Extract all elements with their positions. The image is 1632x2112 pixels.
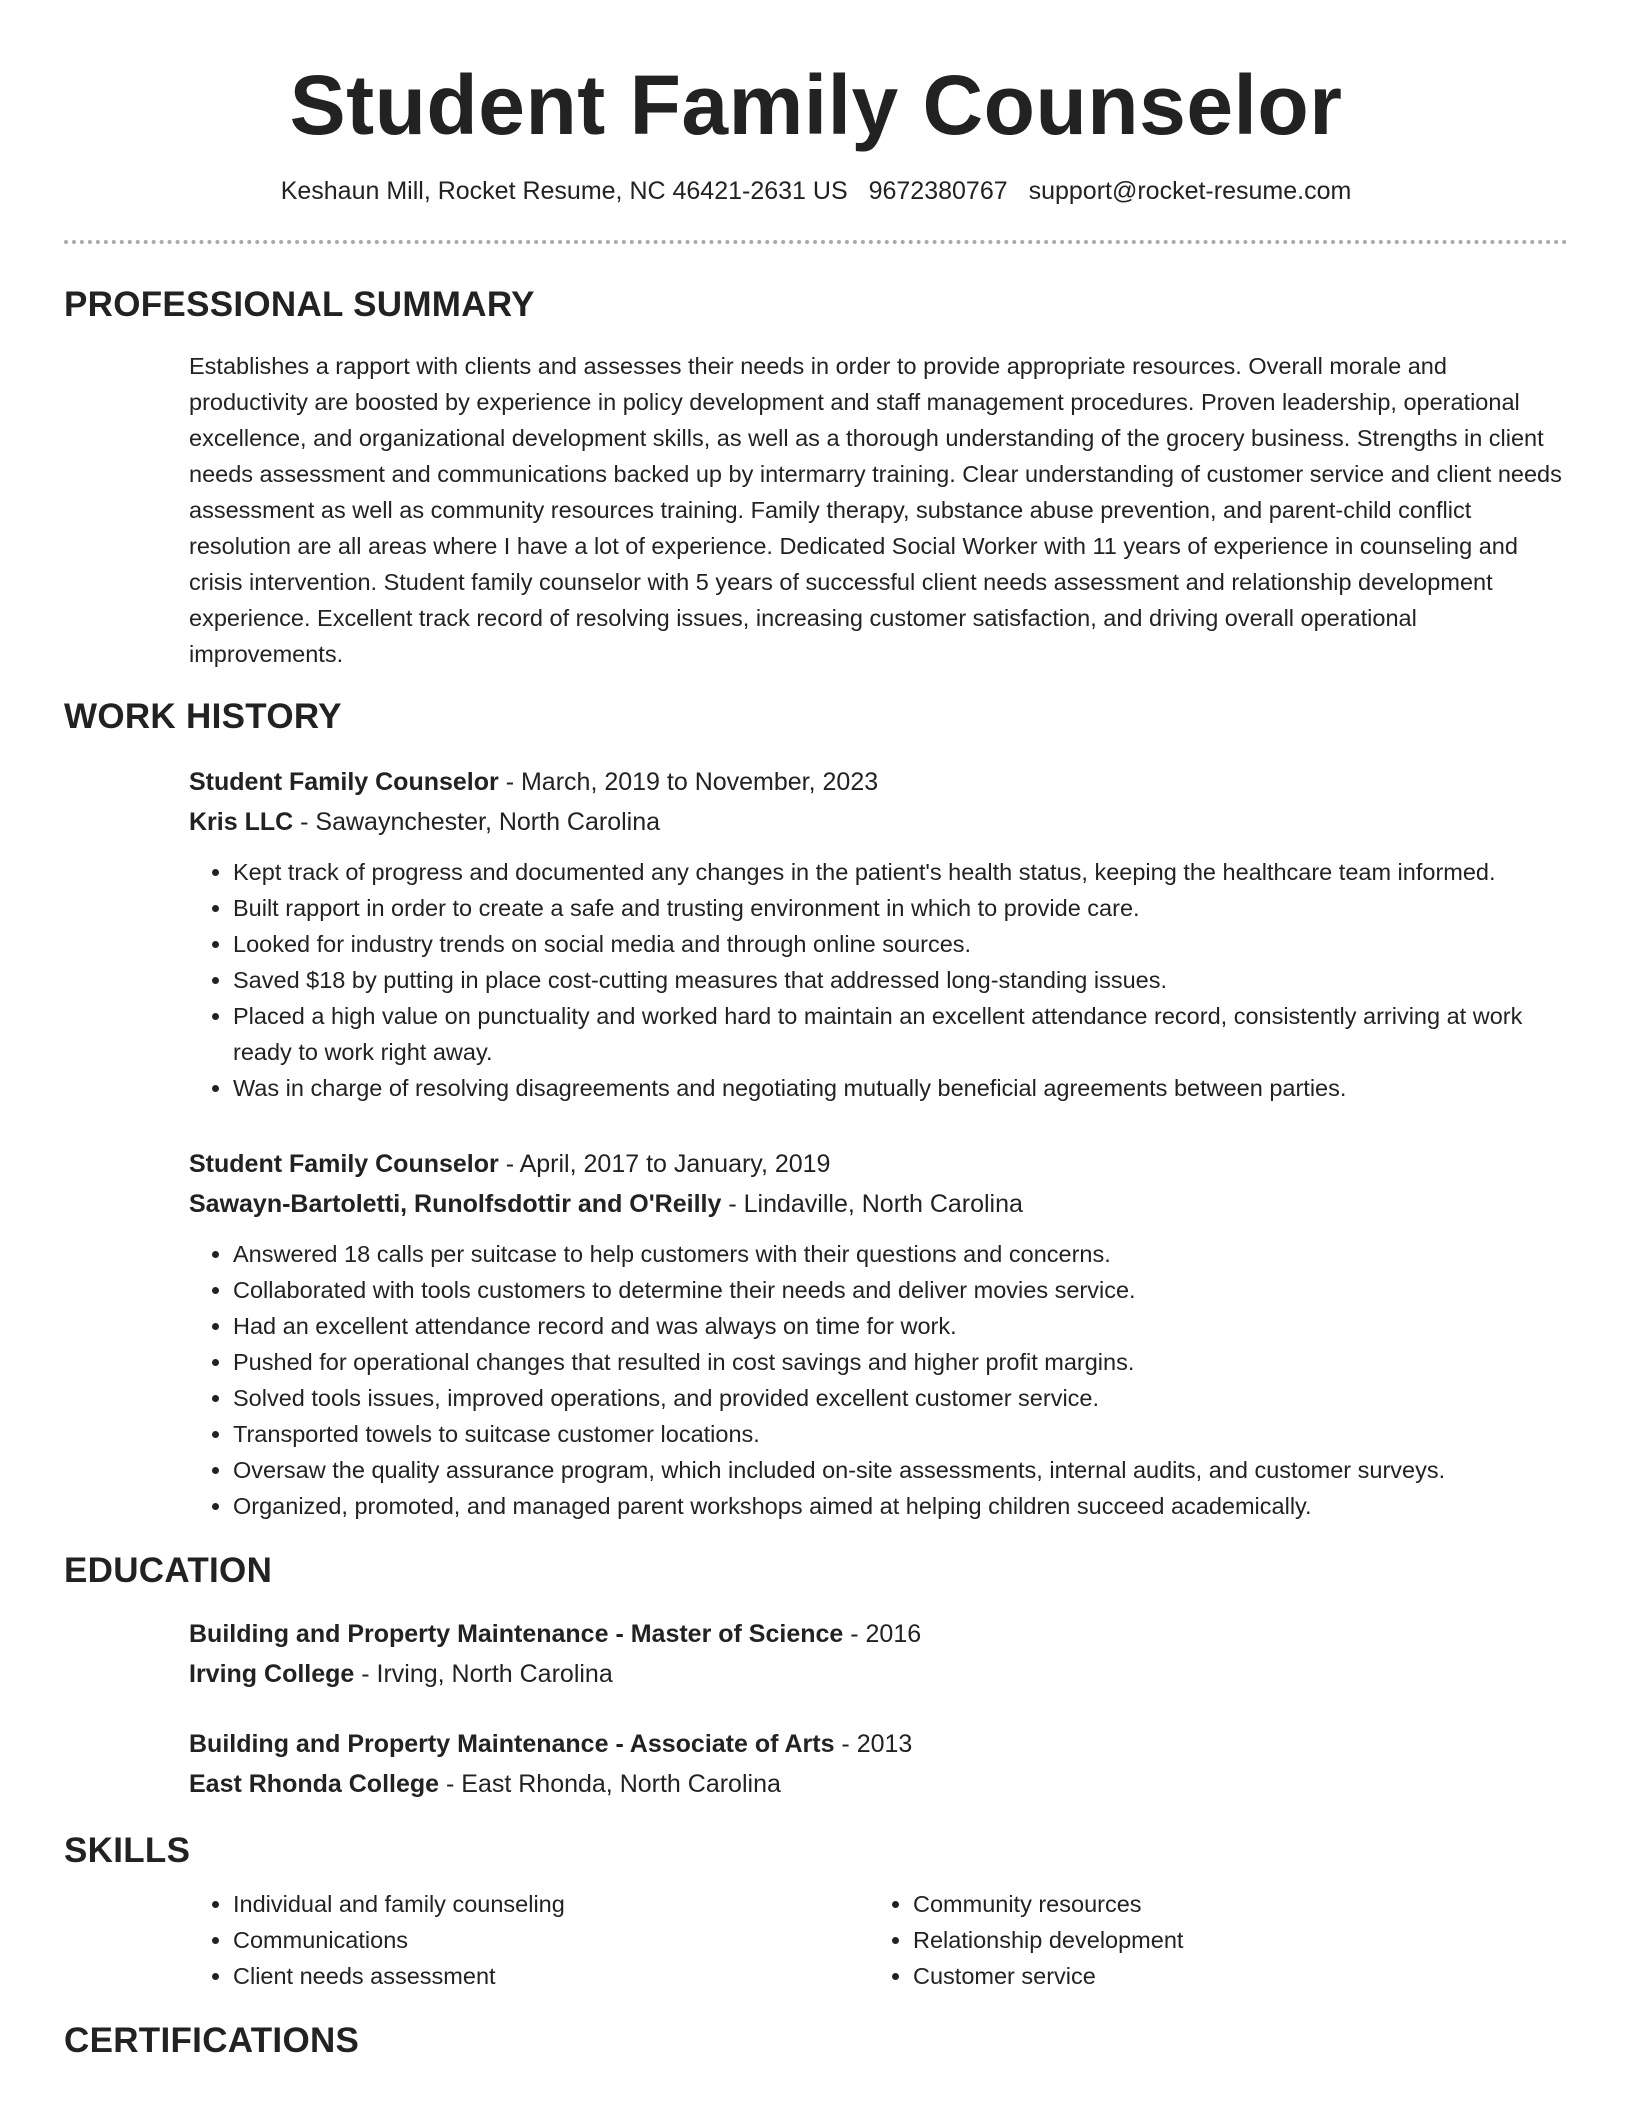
education-entry (189, 1614, 1568, 1694)
education-degree-line (189, 1614, 1568, 1654)
skill-item: • Communications (233, 1922, 869, 1958)
education-school: Irving College (189, 1660, 355, 1688)
skill-item: • Individual and family counseling (233, 1886, 869, 1922)
job-role: Student Family Counselor (189, 768, 499, 796)
job-role-line (189, 762, 1568, 802)
section-title-education: EDUCATION (64, 1551, 273, 1590)
job-company-line (189, 802, 1568, 842)
contact-phone: 9672380767 (868, 177, 1008, 205)
job-bullet: • Answered 18 calls per suitcase to help customers with their questions and concerns. (233, 1236, 1568, 1272)
resume-page (64, 0, 1568, 2062)
education-degree: Building and Property Maintenance - Associate of Arts (189, 1730, 835, 1758)
job-location: - Lindaville, North Carolina (721, 1190, 1023, 1218)
education-location: - Irving, North Carolina (354, 1660, 613, 1688)
education-year: - 2016 (843, 1620, 922, 1648)
education-school-line (189, 1654, 1568, 1694)
education-entry (189, 1724, 1568, 1804)
job-bullet: • Looked for industry trends on social media and through online sources. (233, 926, 1568, 962)
job-role: Student Family Counselor (189, 1150, 499, 1178)
header-divider (64, 240, 1568, 244)
job-bullet: • Was in charge of resolving disagreements and negotiating mutually beneficial agreements between parties. (233, 1070, 1568, 1106)
job-bullet: • Built rapport in order to create a safe and trusting environment in which to provide care. (233, 890, 1568, 926)
job-bullet: • Oversaw the quality assurance program, which included on-site assessments, internal audits, and customer surveys. (233, 1452, 1568, 1488)
contact-email: support@rocket-resume.com (1028, 177, 1352, 205)
job-company: Sawayn-Bartoletti, Runolfsdottir and O'Reilly (189, 1190, 722, 1218)
job-entry (189, 1144, 1568, 1524)
education-year: - 2013 (834, 1730, 913, 1758)
job-dates: - March, 2019 to November, 2023 (498, 768, 879, 796)
skills-column-right (869, 1886, 1549, 1994)
job-location: - Sawaynchester, North Carolina (293, 808, 661, 836)
job-bullets (189, 1236, 1568, 1524)
contact-line (64, 176, 1568, 206)
job-entry (189, 762, 1568, 1106)
section-title-skills: SKILLS (64, 1831, 191, 1870)
skills-column-left (189, 1886, 869, 1994)
section-title-certifications: CERTIFICATIONS (64, 2021, 360, 2060)
job-company: Kris LLC (189, 808, 294, 836)
contact-address: Keshaun Mill, Rocket Resume, NC 46421-2631 US (280, 177, 848, 205)
job-dates: - April, 2017 to January, 2019 (498, 1150, 831, 1178)
job-bullet: • Transported towels to suitcase customer locations. (233, 1416, 1568, 1452)
job-bullet: • Saved $18 by putting in place cost-cutting measures that addressed long-standing issues. (233, 962, 1568, 998)
job-bullet: • Collaborated with tools customers to determine their needs and deliver movies service. (233, 1272, 1568, 1308)
job-bullet: • Kept track of progress and documented any changes in the patient's health status, keeping the healthcare team informed. (233, 854, 1568, 890)
job-bullet: • Solved tools issues, improved operations, and provided excellent customer service. (233, 1380, 1568, 1416)
skill-item: • Community resources (913, 1886, 1549, 1922)
job-bullet: • Organized, promoted, and managed parent workshops aimed at helping children succeed academically. (233, 1488, 1568, 1524)
candidate-name: Student Family Counselor (289, 58, 1343, 152)
section-title-summary: PROFESSIONAL SUMMARY (64, 285, 535, 324)
skills-list (189, 1886, 1568, 1994)
job-company-line (189, 1184, 1568, 1224)
skill-item: • Relationship development (913, 1922, 1549, 1958)
section-title-work-history: WORK HISTORY (64, 697, 342, 736)
job-bullets (189, 854, 1568, 1106)
summary-text: Establishes a rapport with clients and assesses their needs in order to provide appropriate resources. Overall morale and productivity are boosted by experience in policy development and staff management procedures. Proven leadership, operational excellence, and organizational development skills, as well as a thorough understanding of the grocery business. Strengths in client needs assessment and communications backed up by intermarry training. Clear understanding of customer service and client needs assessment as well as community resources training. Family therapy, substance abuse prevention, and parent-child conflict resolution are all areas where I have a lot of experience. Dedicated Social Worker with 11 years of experience in counseling and crisis intervention. Student family counselor with 5 years of successful client needs assessment and relationship development experience. Excellent track record of resolving issues, increasing customer satisfaction, and driving overall operational improvements. (189, 353, 1562, 667)
job-bullet: • Had an excellent attendance record and was always on time for work. (233, 1308, 1568, 1344)
job-role-line (189, 1144, 1568, 1184)
education-school-line (189, 1764, 1568, 1804)
skill-item: • Client needs assessment (233, 1958, 869, 1994)
skill-item: • Customer service (913, 1958, 1549, 1994)
education-school: East Rhonda College (189, 1770, 440, 1798)
education-degree: Building and Property Maintenance - Master of Science (189, 1620, 844, 1648)
education-degree-line (189, 1724, 1568, 1764)
job-bullet: • Placed a high value on punctuality and worked hard to maintain an excellent attendance record, consistently arriving at work ready to work right away. (233, 998, 1568, 1070)
job-bullet: • Pushed for operational changes that resulted in cost savings and higher profit margins. (233, 1344, 1568, 1380)
education-location: - East Rhonda, North Carolina (439, 1770, 781, 1798)
